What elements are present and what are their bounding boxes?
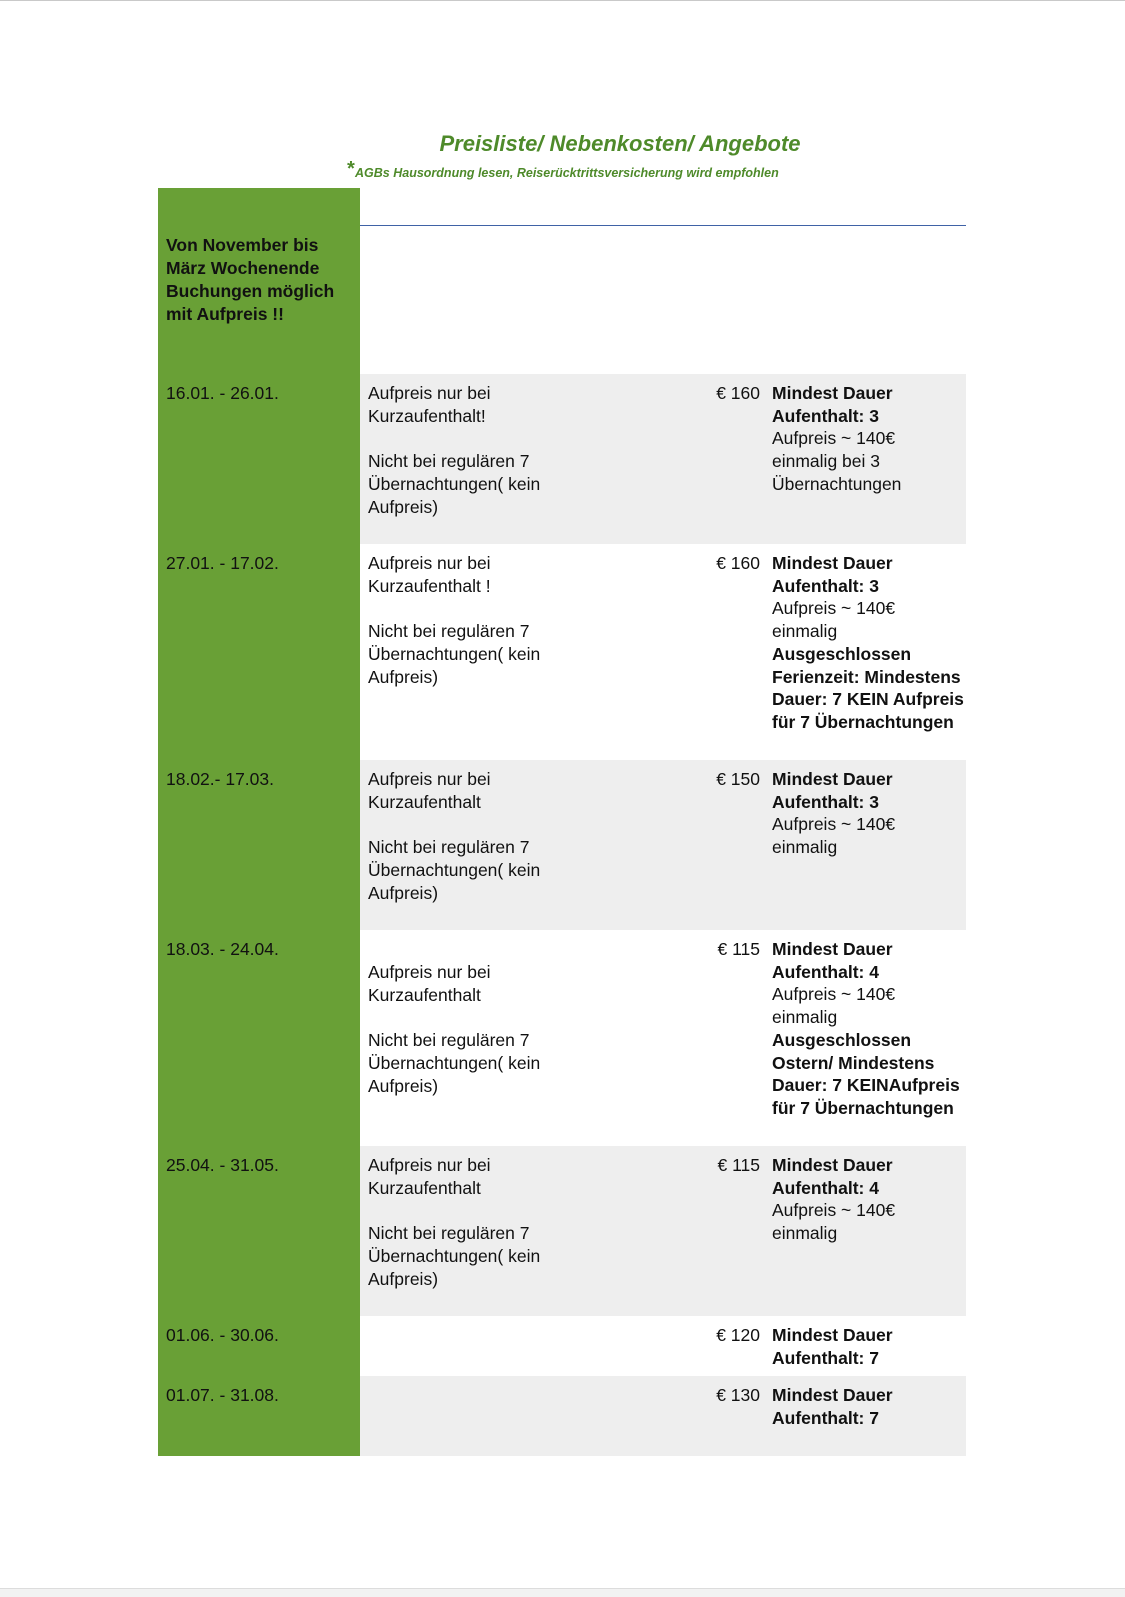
row-note-regular: Nicht bei regulären 7 Übernachtungen( kein Aufpreis) [368,1030,541,1096]
subtitle-asterisk: * [346,158,355,180]
row-note [368,768,588,904]
page-subtitle [0,160,1125,183]
row-note-regular: Nicht bei regulären 7 Übernachtungen( kein Aufpreis) [368,621,541,687]
price-row [158,374,966,544]
row-note-surcharge: Aufpreis nur bei Kurzaufenthalt ! [368,553,491,596]
row-info [772,938,964,1120]
row-min-stay: Mindest Dauer Aufenthalt: 7 [772,1325,893,1368]
row-min-stay: Mindest Dauer Aufenthalt: 3 [772,553,893,596]
row-note [368,961,588,1097]
booking-notice: Von November bis März Wochenende Buchungen möglich mit Aufpreis !! [166,235,335,324]
subtitle-text: AGBs Hausordnung lesen, Reiserücktrittsversicherung wird empfohlen [355,166,779,180]
row-info [772,768,964,859]
row-note-surcharge: Aufpreis nur bei Kurzaufenthalt! [368,383,491,426]
row-min-stay: Mindest Dauer Aufenthalt: 3 [772,383,893,426]
row-date: 18.02.- 17.03. [166,769,274,789]
row-note-regular: Nicht bei regulären 7 Übernachtungen( kein Aufpreis) [368,1223,541,1289]
row-min-stay: Mindest Dauer Aufenthalt: 4 [772,939,893,982]
price-row [158,1316,966,1376]
row-note-regular: Nicht bei regulären 7 Übernachtungen( kein Aufpreis) [368,837,541,903]
price-row [158,930,966,1146]
row-exception: Ausgeschlossen Ostern/ Mindestens Dauer: 7 KEINAufpreis für 7 Übernachtungen [772,1029,960,1118]
row-min-stay: Mindest Dauer Aufenthalt: 3 [772,769,893,812]
row-note [368,1154,588,1290]
row-date: 18.03. - 24.04. [166,939,279,959]
row-date: 01.06. - 30.06. [166,1325,279,1345]
row-info [772,1384,964,1429]
row-info [772,1154,964,1245]
row-price: € 120 [716,1325,760,1345]
row-date: 27.01. - 17.02. [166,553,279,573]
row-info [772,552,964,734]
row-note-surcharge: Aufpreis nur bei Kurzaufenthalt [368,1155,491,1198]
row-date: 25.04. - 31.05. [166,1155,279,1175]
row-price: € 160 [716,383,760,403]
row-min-stay: Mindest Dauer Aufenthalt: 4 [772,1155,893,1198]
row-surcharge: Aufpreis ~ 140€ einmalig [772,598,896,642]
page-title: Preisliste/ Nebenkosten/ Angebote [439,131,801,156]
row-note-surcharge: Aufpreis nur bei Kurzaufenthalt [368,962,491,1005]
row-date: 01.07. - 31.08. [166,1385,279,1405]
header-divider [360,225,966,226]
price-row [158,1146,966,1316]
row-info [772,382,964,496]
row-price: € 150 [716,769,760,789]
row-price: € 115 [717,939,760,959]
page-top-border [0,0,1125,1]
price-row [158,544,966,760]
row-note [368,382,588,518]
row-price: € 130 [716,1385,760,1405]
row-surcharge: Aufpreis ~ 140€ einmalig bei 3 Übernachtungen [772,428,902,494]
row-note-surcharge: Aufpreis nur bei Kurzaufenthalt [368,769,491,812]
price-row [158,1376,966,1456]
row-surcharge: Aufpreis ~ 140€ einmalig [772,814,896,858]
row-price: € 160 [716,553,760,573]
row-date: 16.01. - 26.01. [166,383,279,403]
row-exception: Ausgeschlossen Ferienzeit: Mindestens Dauer: 7 KEIN Aufpreis für 7 Übernachtungen [772,643,964,732]
row-info [772,1324,964,1369]
row-note-regular: Nicht bei regulären 7 Übernachtungen( kein Aufpreis) [368,451,541,517]
price-row [158,760,966,930]
row-note [368,552,588,688]
row-surcharge: Aufpreis ~ 140€ einmalig [772,1200,896,1244]
row-price: € 115 [717,1155,760,1175]
row-surcharge: Aufpreis ~ 140€ einmalig [772,984,896,1028]
row-min-stay: Mindest Dauer Aufenthalt: 7 [772,1385,893,1428]
